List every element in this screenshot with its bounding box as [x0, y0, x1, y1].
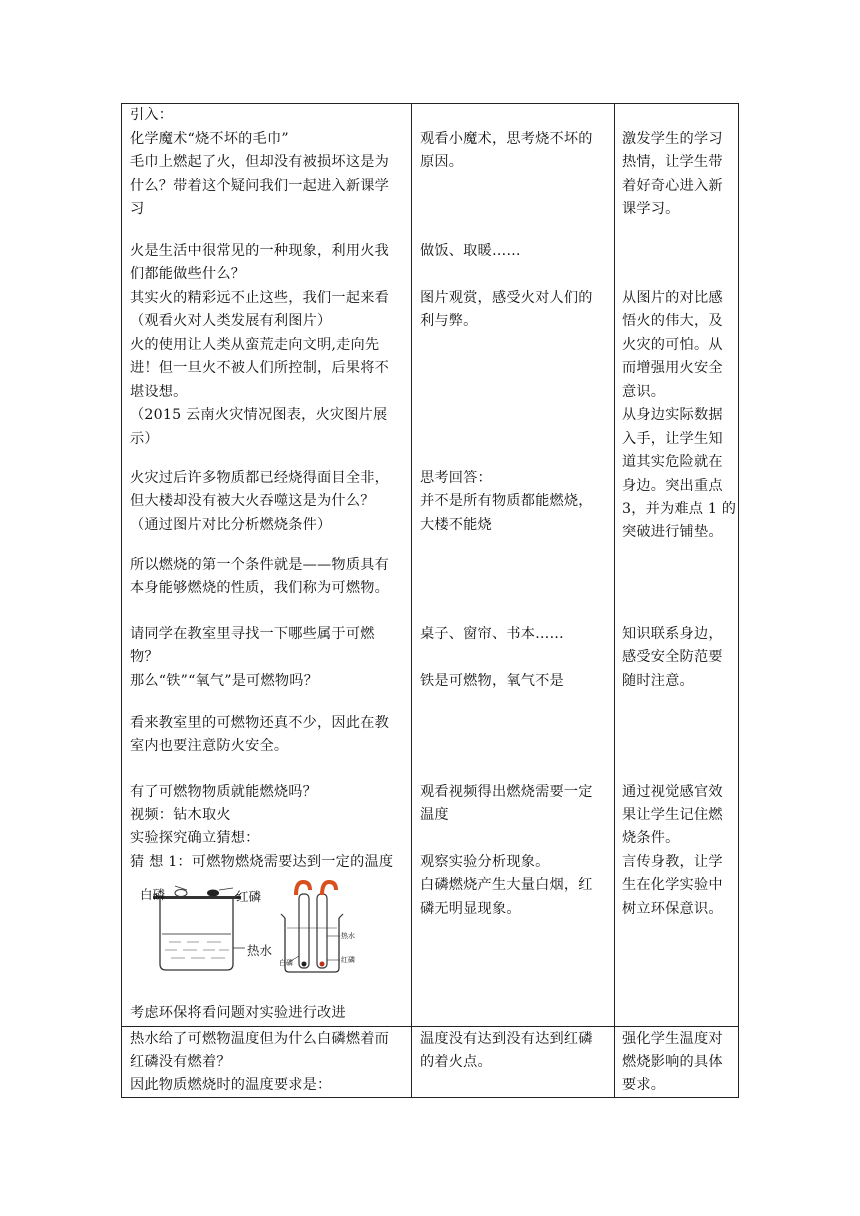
paragraph: 从图片的对比感 [622, 290, 723, 306]
paragraph: 但大楼却没有被大火吞噬这是为什么？ [130, 493, 375, 509]
paragraph: 通过视觉感官效 [622, 784, 723, 800]
paragraph: 观看视频得出燃烧需要一定 [420, 784, 593, 800]
paragraph: 实验探究确立猜想： [130, 830, 260, 846]
tube-red-label: 红磷 [341, 956, 355, 964]
paragraph: 热情，让学生带 [622, 154, 723, 170]
paragraph: 着好奇心进入新 [622, 178, 723, 194]
paragraph: 从身边实际数据 [622, 407, 723, 423]
paragraph: 考虑环保将看问题对实验进行改进 [130, 1005, 346, 1021]
paragraph: 红磷没有燃着？ [130, 1054, 231, 1070]
experiment-figure [135, 876, 375, 976]
row-divider [121, 1026, 739, 1027]
paragraph: 言传身教，让学 [622, 854, 723, 870]
paragraph: 火是生活中很常见的一种现象，利用火我 [130, 243, 389, 259]
paragraph: 热水给了可燃物温度但为什么白磷燃着而 [130, 1031, 389, 1047]
paragraph: 3，并为难点 1 的 [622, 501, 737, 517]
paragraph: 引入： [130, 107, 174, 123]
paragraph: 悟火的伟大，及 [622, 313, 723, 329]
table-border-right [738, 103, 739, 1098]
paragraph: 生在化学实验中 [622, 877, 723, 893]
paragraph: 温度没有达到没有达到红磷 [420, 1031, 593, 1047]
paragraph: 其实火的精彩远不止这些，我们一起来看 [130, 290, 389, 306]
paragraph: 烧条件。 [622, 830, 680, 846]
paragraph: 身边。突出重点 [622, 478, 723, 494]
paragraph: 而增强用火安全 [622, 360, 723, 376]
paragraph: 思考回答： [420, 470, 492, 486]
paragraph: 那么“铁”“氧气”是可燃物吗？ [130, 673, 319, 689]
paragraph: 火灾的可怕。从 [622, 337, 723, 353]
paragraph: 桌子、窗帘、书本…… [420, 626, 564, 642]
paragraph: 突破进行铺垫。 [622, 524, 723, 540]
white-phosphorus-label: 白磷 [140, 887, 166, 902]
paragraph: 强化学生温度对 [622, 1031, 723, 1047]
paragraph: 铁是可燃物，氧气不是 [420, 673, 564, 689]
paragraph: 们都能做些什么？ [130, 266, 246, 282]
paragraph: 猜 想 1：可燃物燃烧需要达到一定的温度 [130, 854, 394, 870]
paragraph: 磷无明显现象。 [420, 901, 521, 917]
paragraph: 的着火点。 [420, 1054, 492, 1070]
paragraph: 看来教室里的可燃物还真不少，因此在教 [130, 715, 389, 731]
paragraph: 火灾过后许多物质都已经烧得面目全非， [130, 470, 389, 486]
table-border-left [121, 103, 122, 1098]
paragraph: 图片观赏，感受火对人们的 [420, 290, 593, 306]
paragraph: 并不是所有物质都能燃烧， [420, 493, 593, 509]
column-divider-1 [411, 103, 412, 1098]
paragraph: 示） [130, 431, 159, 447]
paragraph: 激发学生的学习 [622, 131, 723, 147]
paragraph: 习 [130, 201, 145, 217]
paragraph: 燃烧影响的具体 [622, 1054, 723, 1070]
paragraph: （通过图片对比分析燃烧条件） [130, 517, 332, 533]
paragraph: 课学习。 [622, 201, 680, 217]
paragraph: 观看小魔术，思考烧不坏的 [420, 131, 593, 147]
paragraph: 树立环保意识。 [622, 901, 723, 917]
table-border-top [121, 103, 739, 104]
paragraph: 要求。 [622, 1077, 666, 1093]
paragraph: 有了可燃物物质就能燃烧吗？ [130, 784, 318, 800]
paragraph: 堪设想。 [130, 384, 188, 400]
tube-hot-water-label: 热水 [341, 932, 355, 940]
paragraph: （观看火对人类发展有利图片） [130, 313, 332, 329]
paragraph: （2015 云南火灾情况图表，火灾图片展 [130, 407, 388, 423]
paragraph: 意识。 [622, 384, 666, 400]
paragraph: 视频：钻木取火 [130, 807, 231, 823]
paragraph: 火的使用让人类从蛮荒走向文明,走向先 [130, 337, 380, 353]
hot-water-label: 热水 [247, 943, 273, 958]
paragraph: 观察实验分析现象。 [420, 854, 550, 870]
paragraph: 做饭、取暖…… [420, 243, 521, 259]
paragraph: 利与弊。 [420, 313, 478, 329]
paragraph: 果让学生记住燃 [622, 807, 723, 823]
paragraph: 入手，让学生知 [622, 431, 723, 447]
paragraph: 什么？带着这个疑问我们一起进入新课学 [130, 178, 389, 194]
paragraph: 进！但一旦火不被人们所控制，后果将不 [130, 360, 389, 376]
paragraph: 所以燃烧的第一个条件就是——物质具有 [130, 557, 389, 573]
paragraph: 毛巾上燃起了火，但却没有被损坏这是为 [130, 154, 389, 170]
paragraph: 物？ [130, 649, 159, 665]
column-divider-2 [614, 103, 615, 1098]
paragraph: 室内也要注意防火安全。 [130, 738, 289, 754]
beaker-1 [153, 886, 245, 970]
tube-white-label: 白磷 [279, 959, 293, 967]
paragraph: 请同学在教室里寻找一下哪些属于可燃 [130, 626, 375, 642]
paragraph: 大楼不能烧 [420, 517, 492, 533]
paragraph: 感受安全防范要 [622, 649, 723, 665]
red-phosphorus-label: 红磷 [236, 889, 262, 904]
paragraph: 温度 [420, 807, 449, 823]
paragraph: 白磷燃烧产生大量白烟，红 [420, 877, 593, 893]
paragraph: 本身能够燃烧的性质，我们称为可燃物。 [130, 580, 389, 596]
paragraph: 知识联系身边， [622, 626, 723, 642]
paragraph: 因此物质燃烧时的温度要求是： [130, 1077, 332, 1093]
paragraph: 道其实危险就在 [622, 454, 723, 470]
paragraph: 随时注意。 [622, 673, 694, 689]
paragraph: 原因。 [420, 154, 464, 170]
paragraph: 化学魔术“烧不坏的毛巾” [130, 131, 289, 147]
